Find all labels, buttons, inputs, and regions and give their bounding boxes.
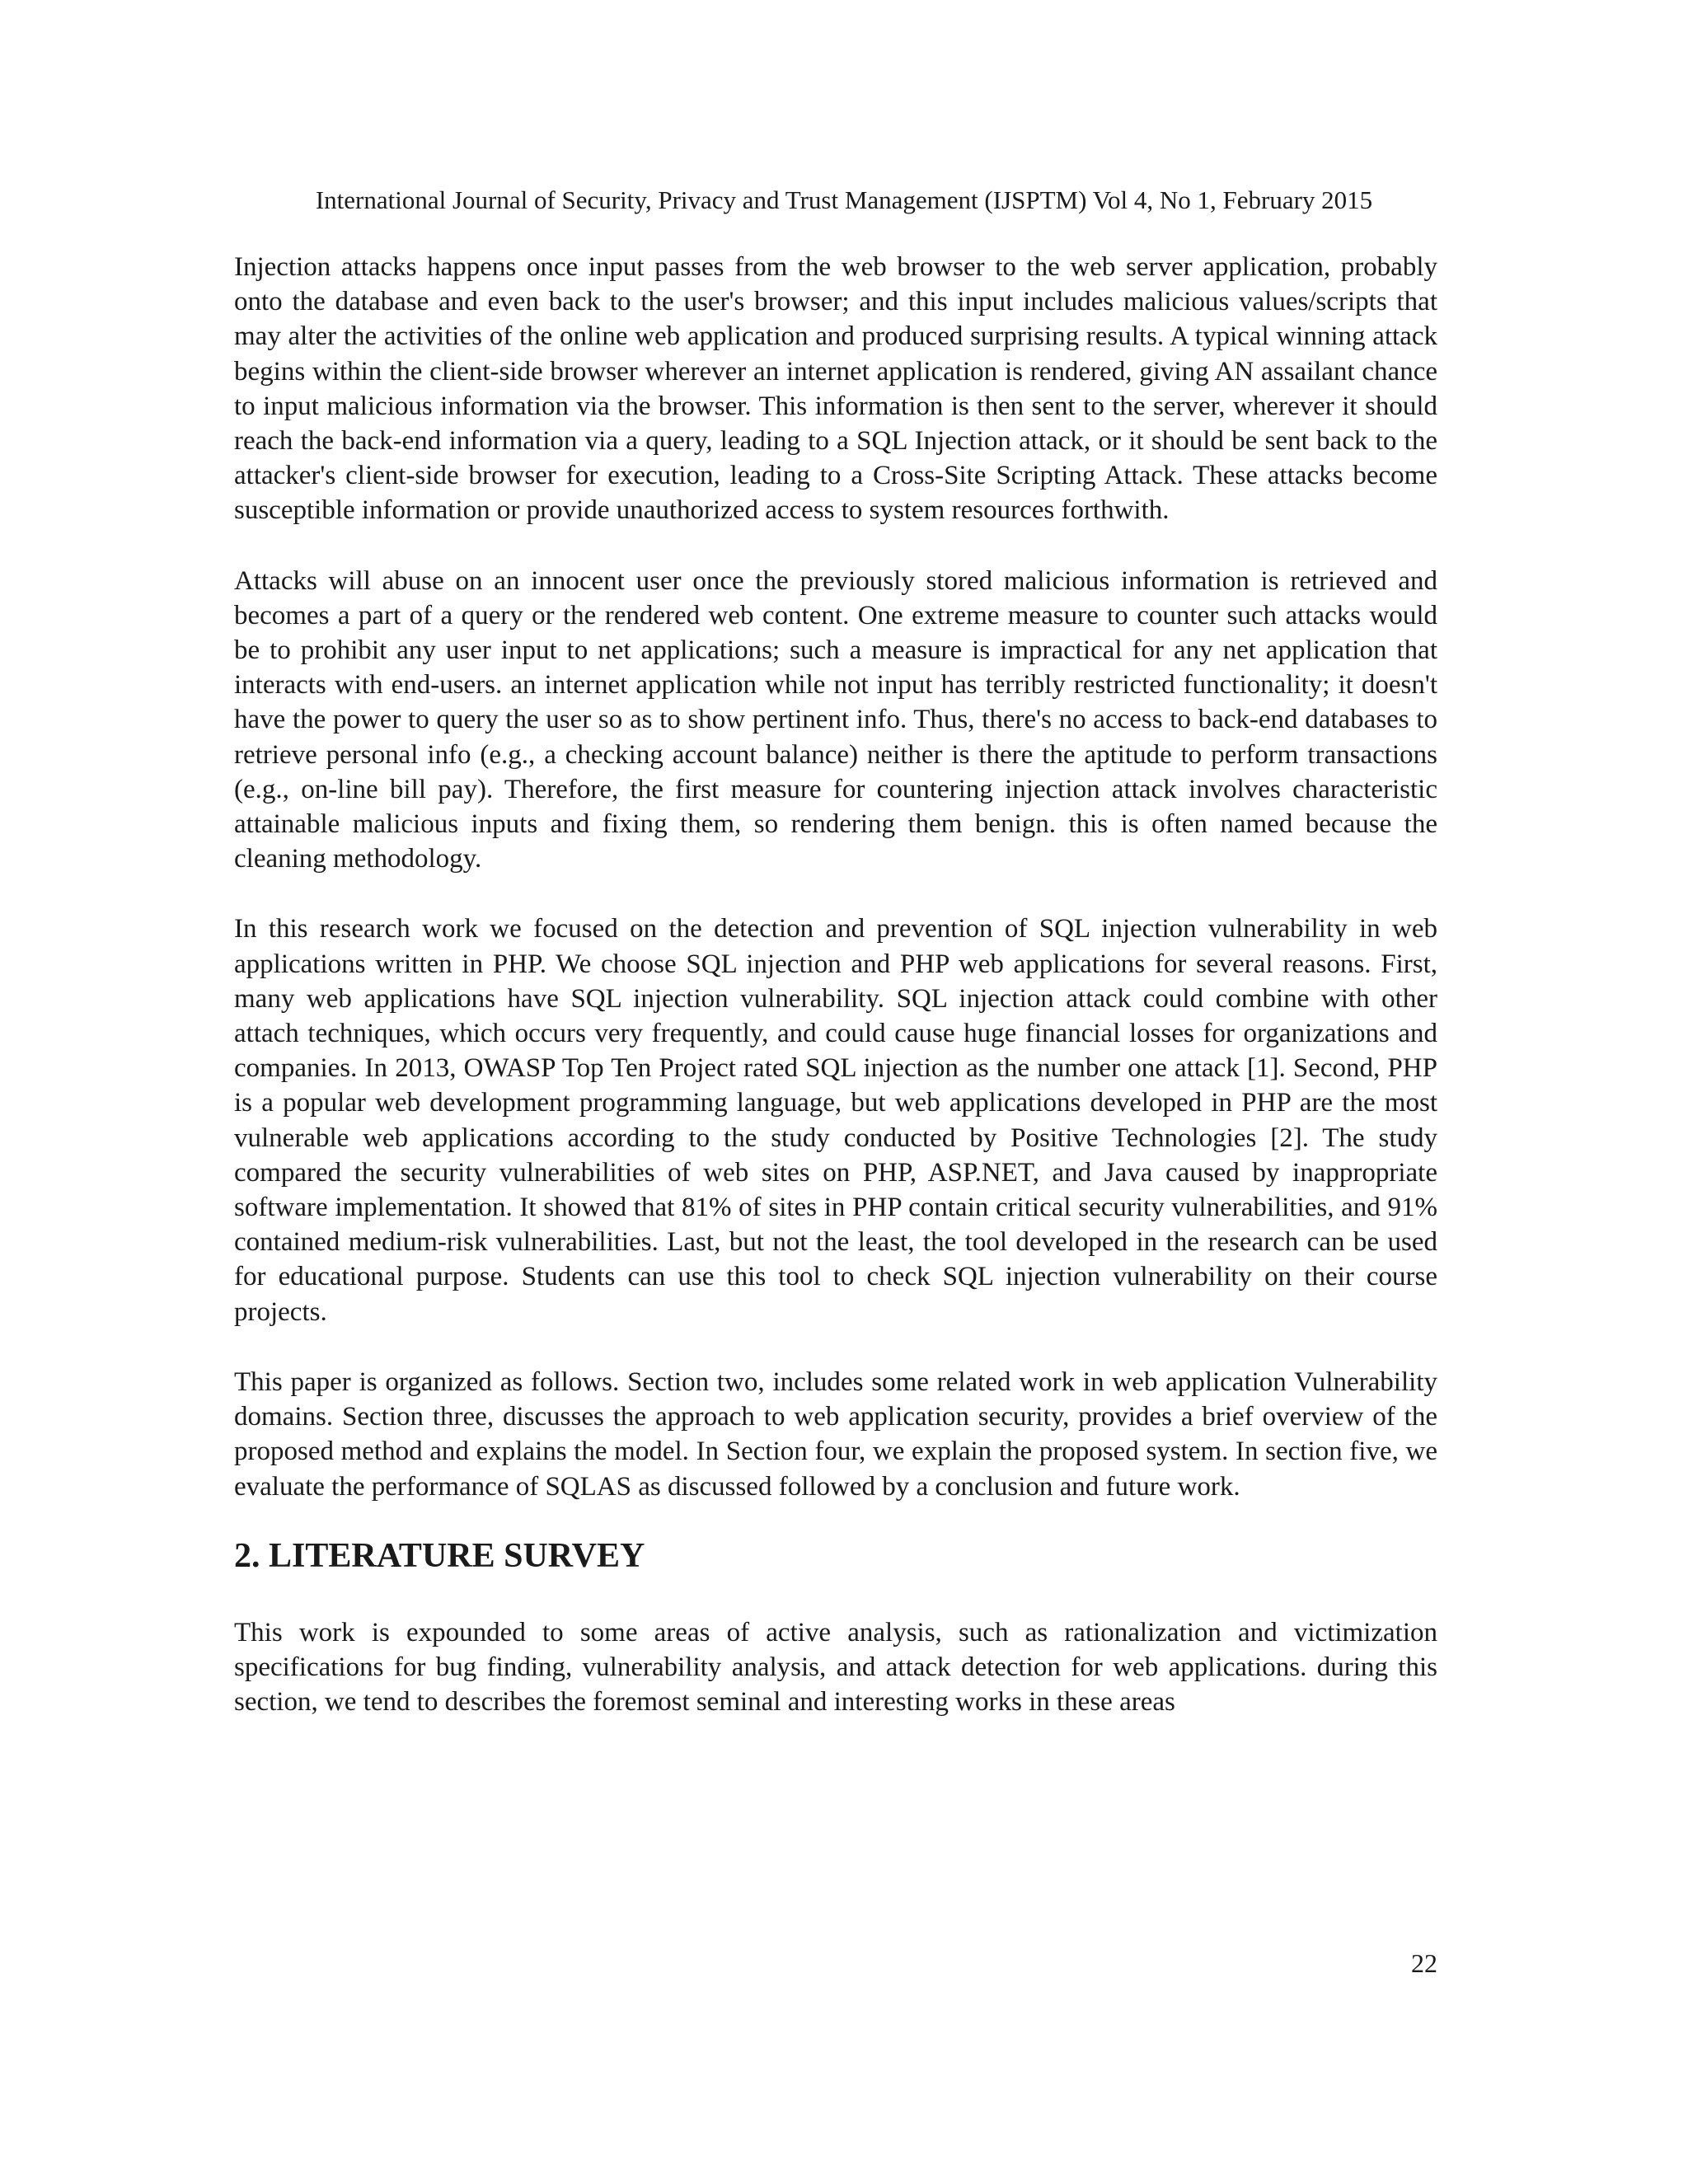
page-number: 22 (1411, 1948, 1437, 1978)
section-heading-literature-survey: 2. LITERATURE SURVEY (234, 1536, 645, 1575)
paragraph-research-focus: In this research work we focused on the detection and prevention of SQL injection vulnerability in web applications written in PHP. We choose SQL injection and PHP web applications for several reasons. First, many web applications have SQL injection vulnerability. SQL injection attack could combine with other attach techniques, which occurs very frequently, and could cause huge financial losses for organizations and companies. In 2013, OWASP Top Ten Project rated SQL injection as the number one attack [1]. Second, PHP is a popular web development programming language, but web applications developed in PHP are the most vulnerable web applications according to the study conducted by Positive Technologies [2]. The study compared the security vulnerabilities of web sites on PHP, ASP.NET, and Java caused by inappropriate software implementation. It showed that 81% of sites in PHP contain critical security vulnerabilities, and 91% contained medium-risk vulnerabilities. Last, but not the least, the tool developed in the research can be used for educational purpose. Students can use this tool to check SQL injection vulnerability on their course projects. (234, 914, 1437, 1327)
paragraph-attacks-abuse: Attacks will abuse on an innocent user once the previously stored malicious information is retrieved and becomes a part of a query or the rendered web content. One extreme measure to counter such attacks would be to prohibit any user input to net applications; such a measure is impractical for any net application that interacts with end-users. an internet application while not input has terribly restricted functionality; it doesn't have the power to query the user so as to show pertinent info. Thus, there's no access to back-end databases to retrieve personal info (e.g., a checking account balance) neither is there the aptitude to perform transactions (e.g., on-line bill pay). Therefore, the first measure for countering injection attack involves characteristic attainable malicious inputs and fixing them, so rendering them benign. this is often named because the cleaning methodology. (234, 565, 1437, 874)
body-text (234, 250, 1437, 1719)
running-header: International Journal of Security, Privacy and Trust Management (IJSPTM) Vol 4, No 1, February 2015 (315, 185, 1373, 214)
paragraph-paper-organization: This paper is organized as follows. Section two, includes some related work in web application Vulnerability domains. Section three, discusses the approach to web application security, provides a brief overview of the proposed method and explains the model. In Section four, we explain the proposed system. In section five, we evaluate the performance of SQLAS as discussed followed by a conclusion and future work. (234, 1366, 1437, 1502)
paragraph-literature-survey: This work is expounded to some areas of active analysis, such as rationalization and victimization specifications for bug finding, vulnerability analysis, and attack detection for web applications. during this section, we tend to describes the foremost seminal and interesting works in these areas (234, 1617, 1437, 1718)
paragraph-injection-attacks: Injection attacks happens once input passes from the web browser to the web server application, probably onto the database and even back to the user's browser; and this input includes malicious values/scripts that may alter the activities of the online web application and produced surprising results. A typical winning attack begins within the client-side browser wherever an internet application is rendered, giving AN assailant chance to input malicious information via the browser. This information is then sent to the server, wherever it should reach the back-end information via a query, leading to a SQL Injection attack, or it should be sent back to the attacker's client-side browser for execution, leading to a Cross-Site Scripting Attack. These attacks become susceptible information or provide unauthorized access to system resources forthwith. (234, 252, 1437, 526)
